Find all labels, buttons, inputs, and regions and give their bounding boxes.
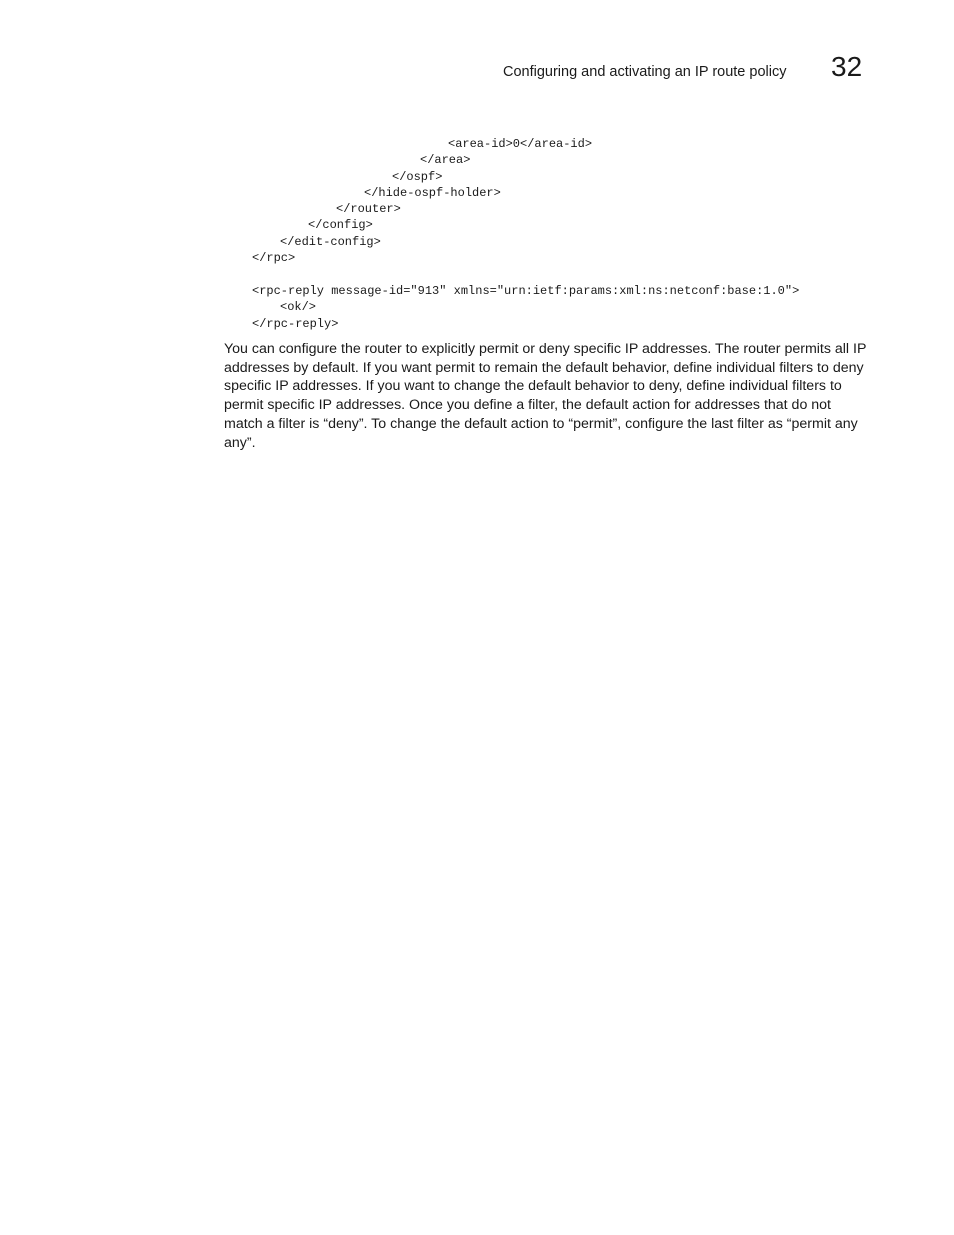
code-line: </edit-config> bbox=[280, 235, 381, 249]
code-line: <ok/> bbox=[280, 300, 317, 314]
code-line: </area> bbox=[420, 153, 471, 167]
code-line: </rpc> bbox=[252, 251, 296, 265]
section-title: Configuring and activating an IP route policy bbox=[503, 64, 787, 80]
code-line: </config> bbox=[308, 218, 373, 232]
chapter-number: 32 bbox=[831, 51, 863, 82]
code-line: </rpc-reply> bbox=[252, 317, 339, 331]
code-line: </ospf> bbox=[392, 170, 443, 184]
body-paragraph: You can configure the router to explicitly permit or deny specific IP addresses. The router permits all IP addresses by default. If you want permit to remain the default behavior, define individual filters to deny specific IP addresses. If you want to change the default behavior to deny, define individual filters to permit specific IP addresses. Once you define a filter, the default action for addresses that do not match a filter is “deny”. To change the default action to “permit”, configure the last filter as “permit any any”. bbox=[224, 341, 867, 451]
code-line: </hide-ospf-holder> bbox=[364, 186, 501, 200]
code-line: <area-id>0</area-id> bbox=[448, 137, 593, 151]
code-line: <rpc-reply message-id="913" xmlns="urn:ietf:params:xml:ns:netconf:base:1.0"> bbox=[252, 284, 800, 298]
code-line: </router> bbox=[336, 202, 401, 216]
